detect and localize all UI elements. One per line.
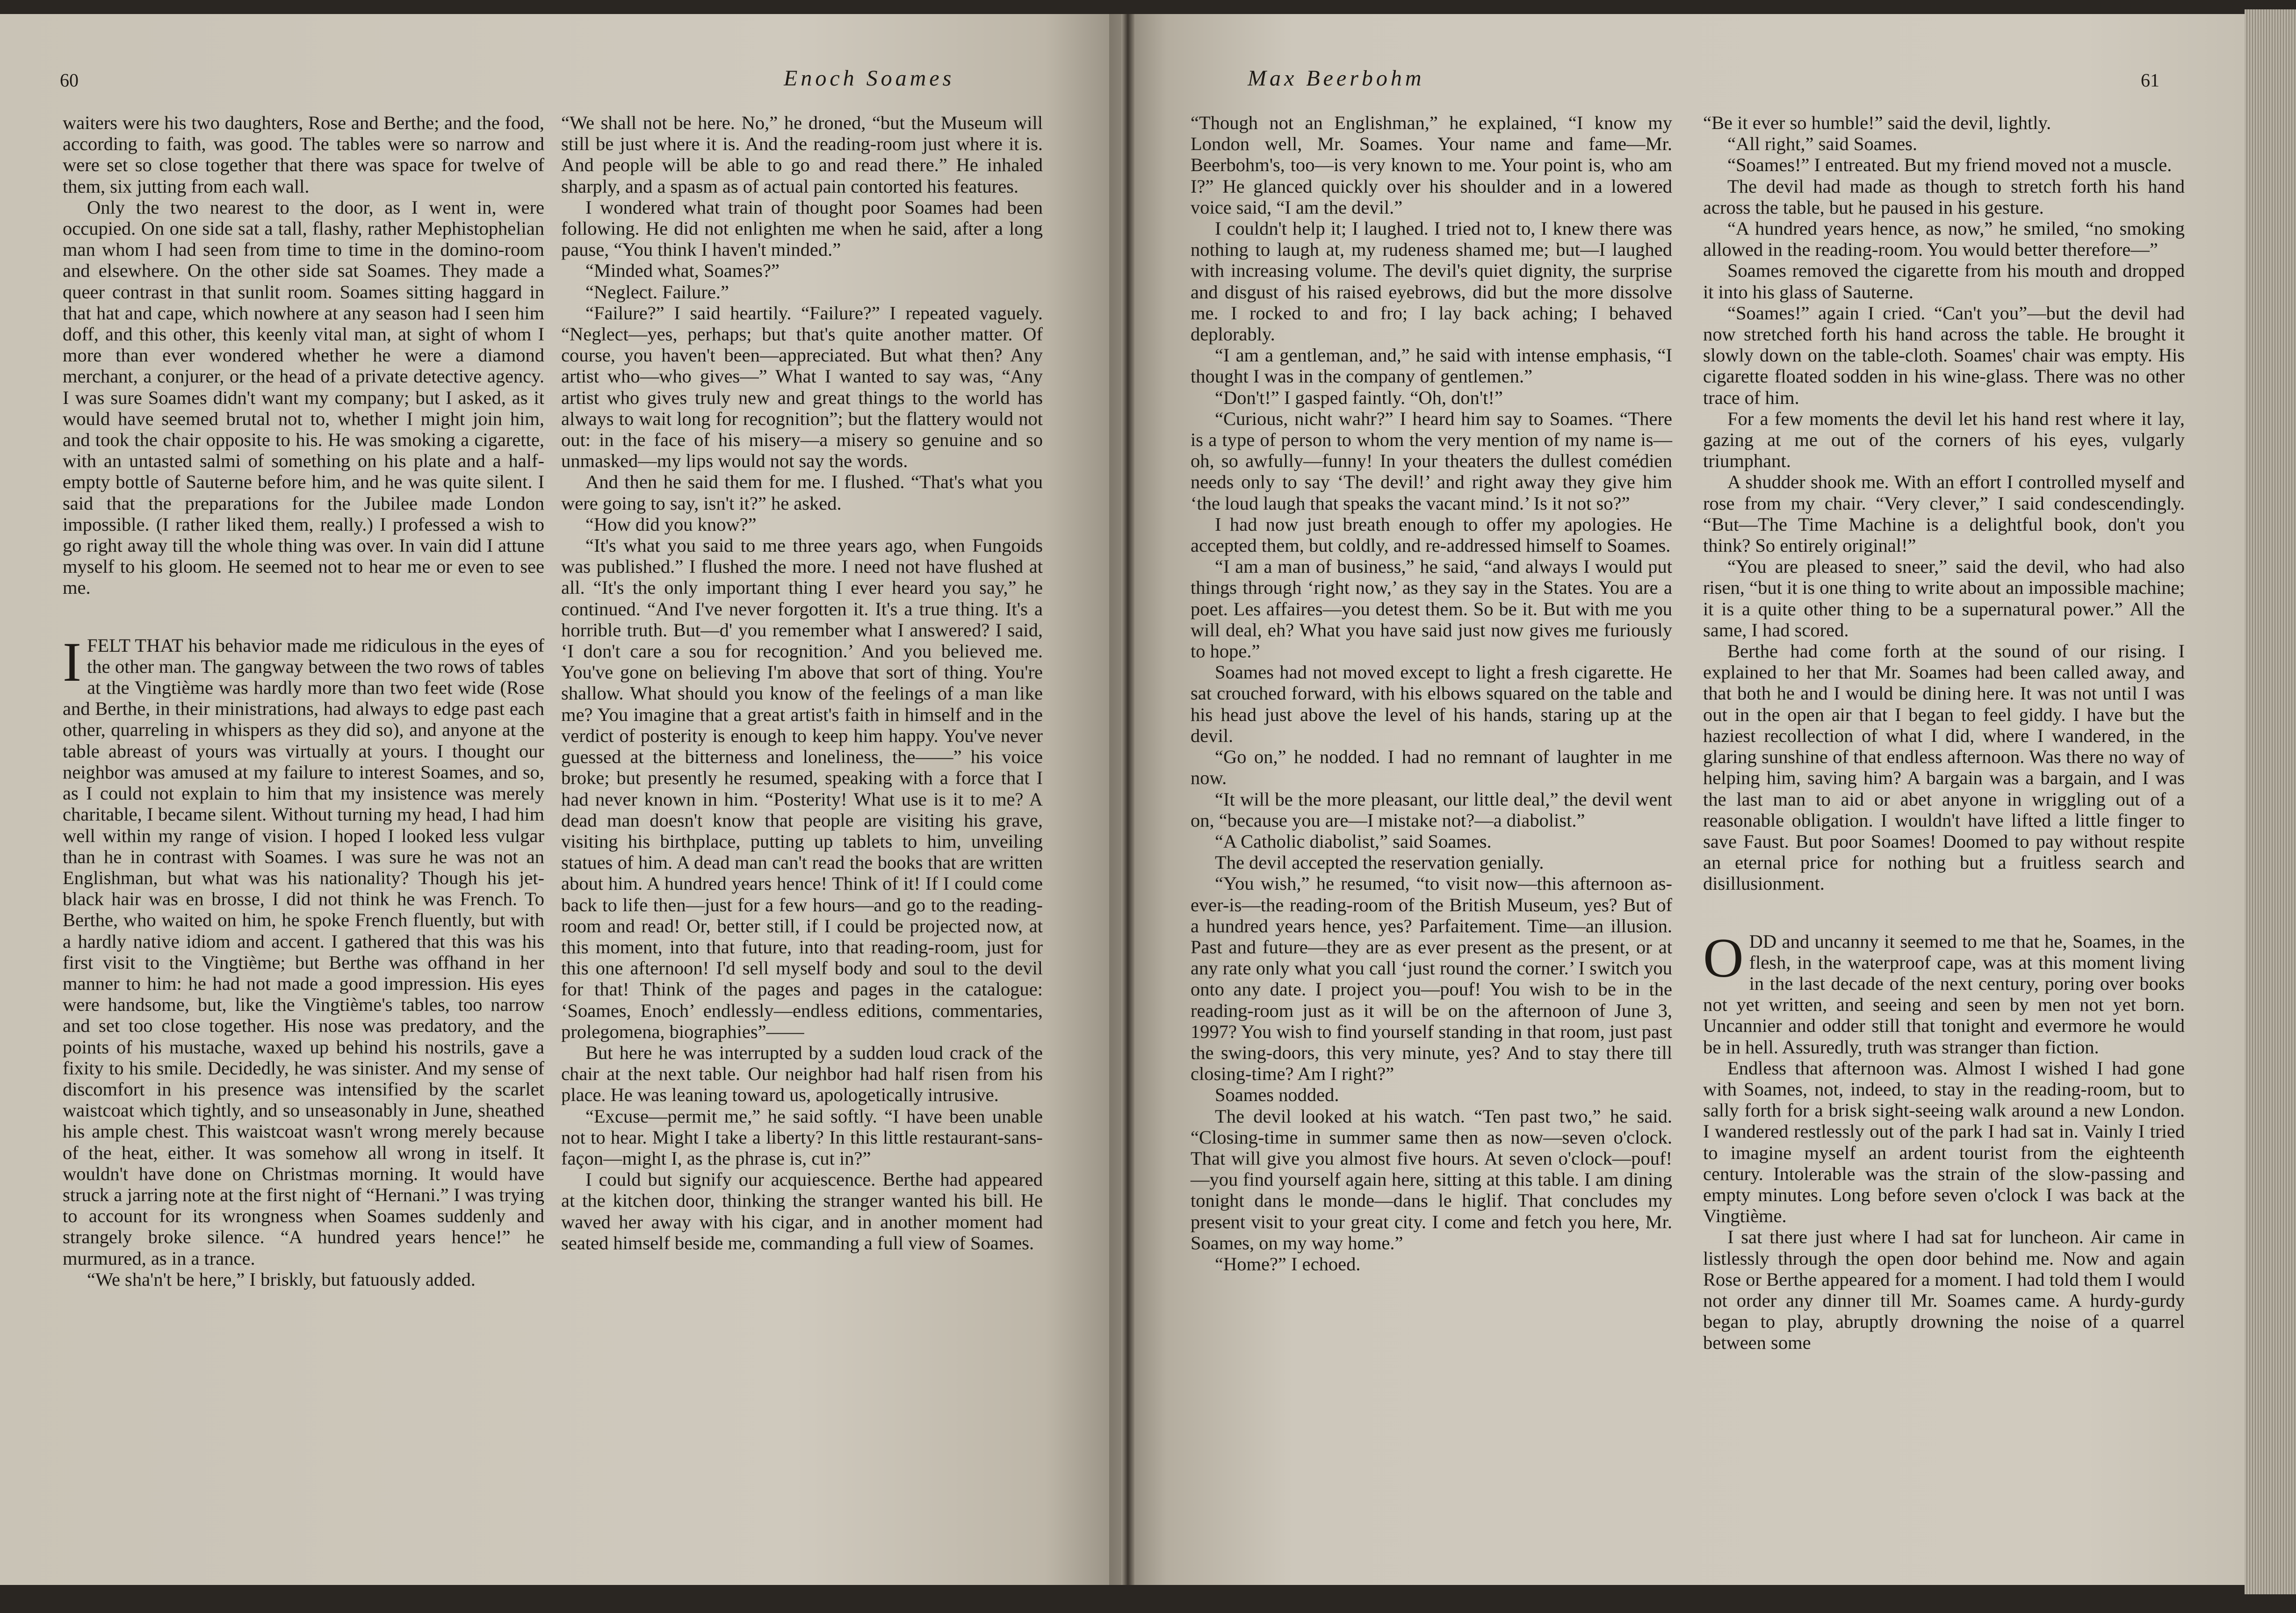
paragraph: [1191, 852, 1672, 873]
paragraph-text: For a few moments the devil let his hand rest where it lay, gazing at me out of the corners of his eyes, vulgarly triumphant.: [1703, 408, 2185, 472]
paragraph-text: “I am a man of business,” he said, “and always I would put things through ‘right now,’ as they say in the States. You are a poet. Les affaires—you detest them. So be it. But with me you will deal, eh? What you have said just now gives me furiously to hope.”: [1191, 556, 1672, 662]
book-gutter: [1121, 14, 1134, 1585]
paragraph-text: “It's what you said to me three years ago, when Fungoids was published.” I flushed the more. I need not have flushed at all. “It's the only important thing I ever heard you say,” he continued. “And I've never forgotten it. It's a true thing. It's a horrible truth. But—d' you remember what I answered? I said, ‘I don't care a sou for recognition.’ And you believed me. You've gone on believing I'm above that sort of thing. You're shallow. What should you know of the feelings of a man like me? You imagine that a great artist's faith in himself and in the verdict of posterity is enough to keep him happy. You've never guessed at the bitterness and loneliness, the——” his voice broke; but presently he resumed, speaking with a force that I had never known in him. “Posterity! What use is it to me? A dead man doesn't know that people are visiting his grave, visiting his birthplace, putting up tablets to him, unveiling statues of him. A dead man can't read the books that are written about him. A hundred years hence! Think of it! If I could come back to life then—just for a few hours—and go to the reading-room and read! Or, better still, if I could be projected now, at this moment, into that future, into that reading-room, just for this one afternoon! I'd sell myself body and soul to the devil for that! Think of the pages and pages in the catalogue: ‘Soames, Enoch’ endlessly—endless editions, commentaries, prolegomena, biographies”——: [561, 535, 1043, 1042]
paragraph: [63, 112, 544, 197]
paragraph-text: “How did you know?”: [585, 513, 757, 535]
paragraph-text: “Failure?” I said heartily. “Failure?” I repeated vaguely. “Neglect—yes, perhaps; but that's quite another matter. Of course, you haven't been—appreciated. But what then? Any artist who—who gives—” What I wanted to say was, “Any artist who gives truly new and great things to the world has always to wait long for recognition”; but the flattery would not out: in the face of his misery—a misery so genuine and so unmasked—my lips would not say the words.: [561, 302, 1043, 472]
paragraph-text: “Curious, nicht wahr?” I heard him say to Soames. “There is a type of person to whom the very mention of my name is—oh, so awfully—funny! In your theaters the dullest comédien needs only to say ‘The devil!’ and right away they give him ‘the loud laugh that speaks the vacant mind.’ Is it not so?”: [1191, 408, 1672, 514]
paragraph-text: “Go on,” he nodded. I had no remnant of laughter in me now.: [1191, 746, 1672, 789]
paragraph: [1703, 112, 2185, 133]
paragraph: [1703, 556, 2185, 641]
paragraph-text: his behavior made me ridiculous in the eyes of the other man. The gangway between the two rows of tables at the Vingtième was hardly more than two feet wide (Rose and Berthe, in their ministrations, had always to edge past each other, quarreling in whispers as they did so), and anyone at the table abreast of yours was virtually at yours. I thought our neighbor was amused at my failure to interest Soames, and so, as I could not explain to him that my insistence was merely charitable, I became silent. Without turning my head, I had him well within my range of vision. I hoped I looked less vulgar than he in contrast with Soames. I was sure he was not an Englishman, but what was his nationality? Though his jet-black hair was en brosse, I did not think he was French. To Berthe, who waited on him, he spoke French fluently, but with a hardly native idiom and accent. I gathered that this was his first visit to the Vingtième; but Berthe was offhand in her manner to him: he had not made a good impression. His eyes were handsome, but, like the Vingtième's tables, too narrow and set too close together. His nose was predatory, and the points of his mustache, waxed up behind his nostrils, gave a fixity to his smile. Decidedly, he was sinister. And my sense of discomfort in his presence was intensified by the scarlet waistcoat which tightly, and so unseasonably in June, sheathed his ample chest. This waistcoat wasn't wrong merely because of the heat, either. It was somehow all wrong in itself. It wouldn't have done on Christmas morning. It would have struck a jarring note at the first night of “Hernani.” I was trying to account for its wrongness when Soames suddenly and strangely broke silence. “A hundred years hence!” he murmured, as in a trance.: [63, 634, 545, 1269]
paragraph-text: “It will be the more pleasant, our little deal,” the devil went on, “because you are—I mistake not?—a diabolist.”: [1191, 788, 1672, 831]
paragraph: [561, 281, 1043, 302]
paragraph: [1703, 926, 2185, 1058]
section-lead-in: FELT THAT: [87, 634, 183, 656]
paragraph: [1191, 831, 1672, 852]
running-head-right: Max Beerbohm: [1248, 66, 1425, 91]
paragraph-text: I wondered what train of thought poor Soames had been following. He did not enlighten me when he said, after a long pause, “You think I haven't minded.”: [561, 196, 1043, 260]
paragraph-text: “Though not an Englishman,” he explained, “I know my London well, Mr. Soames. Your name and fame—Mr. Beerbohm's, too—is very known to me. Your point is, who am I?” He glanced quickly over his shoulder and in a lowered voice said, “I am the devil.”: [1191, 112, 1672, 218]
paragraph: [1703, 218, 2185, 260]
page-number-right: 61: [2141, 70, 2159, 91]
right-page-column-1: [1191, 112, 1672, 1275]
paragraph: [1703, 1226, 2185, 1353]
page-number-left: 60: [60, 70, 79, 91]
paragraph: [561, 535, 1043, 1042]
paragraph-text: “Soames!” I entreated. But my friend moved not a muscle.: [1727, 154, 2172, 176]
paragraph: [63, 1269, 544, 1290]
paragraph: [1703, 471, 2185, 556]
paragraph-text: Berthe had come forth at the sound of our rising. I explained to her that Mr. Soames had been called away, and that both he and I would be dining here. It was not until I was out in the open air that I began to feel giddy. I have but the haziest recollection of what I did, where I wandered, in the glaring sunshine of that endless afternoon. Was there no way of helping him, saving him? A bargain was a bargain, and I was the last man to aid or abet anyone in wriggling out of a reasonable obligation. I wouldn't have lifted a little finger to save Faust. But poor Soames! Doomed to pay without respite an eternal price for nothing but a fruitless search and disillusionment.: [1703, 641, 2185, 894]
paragraph-text: And then he said them for me. I flushed. “That's what you were going to say, isn't it?” he asked.: [561, 471, 1043, 514]
paragraph: [63, 197, 544, 598]
paragraph: [1191, 387, 1672, 408]
paragraph: [1703, 154, 2185, 175]
paragraph: [1191, 408, 1672, 514]
paragraph-text: But here he was interrupted by a sudden loud crack of the chair at the next table. Our neighbor had half risen from his place. He was leaning toward us, apologetically intrusive.: [561, 1042, 1043, 1106]
paragraph-text: “Home?” I echoed.: [1215, 1253, 1361, 1275]
paragraph: [561, 1169, 1043, 1253]
paragraph-text: “Don't!” I gasped faintly. “Oh, don't!”: [1215, 387, 1503, 408]
paragraph-text: Soames nodded.: [1215, 1084, 1339, 1106]
paragraph-text: “We shall not be here. No,” he droned, “but the Museum will still be just where it is. And the reading-room just where it is. And people will be able to go and read there.” He inhaled sharply, and a spasm as of actual pain contorted his features.: [561, 112, 1043, 197]
paragraph-text: Soames had not moved except to light a fresh cigarette. He sat crouched forward, with his elbows squared on the table and his head just above the level of his hands, staring up at the devil.: [1191, 662, 1672, 746]
left-page-column-2: [561, 112, 1043, 1253]
paragraph: [1191, 514, 1672, 556]
paragraph: [1703, 408, 2185, 472]
paragraph-text: Endless that afternoon was. Almost I wished I had gone with Soames, not, indeed, to stay in the reading-room, but to sally forth for a brisk sight-seeing walk around a new London. I wandered restlessly out of the park I had sat in. Vainly I tried to imagine myself an ardent tourist from the eighteenth century. Intolerable was the strain of the slow-passing and empty minutes. Long before seven o'clock I was back at the Vingtième.: [1703, 1057, 2185, 1227]
paragraph: [1191, 556, 1672, 662]
paragraph: [1703, 176, 2185, 218]
paragraph: [1703, 133, 2185, 154]
paragraph: [1191, 345, 1672, 387]
paragraph: [1191, 746, 1672, 788]
paragraph: [561, 302, 1043, 472]
paragraph: [1191, 1084, 1672, 1105]
paragraph-text: “Excuse—permit me,” he said softly. “I have been unable not to hear. Might I take a liberty? In this little restaurant-sans-façon—might I, as the phrase is, cut in?”: [561, 1105, 1043, 1169]
paragraph-text: I could but signify our acquiescence. Berthe had appeared at the kitchen door, thinking the stranger wanted his bill. He waved her away with his cigar, and in another moment had seated himself beside me, commanding a full view of Soames.: [561, 1169, 1043, 1253]
paragraph: [561, 1106, 1043, 1169]
paragraph-text: “You wish,” he resumed, “to visit now—this afternoon as-ever-is—the reading-room of the British Museum, yes? But of a hundred years hence, yes? Parfaitement. Time—an illusion. Past and future—they are as ever present as the present, or at any rate only what you call ‘just round the corner.’ I switch you onto any date. I project you—pouf! You wish to be in the reading-room just as it will be on the afternoon of June 3, 1997? You wish to find yourself standing in that room, just past the swing-doors, this very minute, yes? And to stay there till closing-time? Am I right?”: [1191, 873, 1672, 1085]
paragraph-text: The devil looked at his watch. “Ten past two,” he said. “Closing-time in summer same then as now—seven o'clock. That will give you almost five hours. At seven o'clock—pouf!—you find yourself again here, sitting at this table. I am dining tonight dans le monde—dans le higlif. That concludes my present visit to your great city. I come and fetch you here, Mr. Soames, on my way home.”: [1191, 1105, 1672, 1253]
paragraph-text: “Minded what, Soames?”: [585, 260, 780, 281]
paragraph: [1191, 662, 1672, 746]
paragraph-text: “We sha'n't be here,” I briskly, but fatuously added.: [87, 1268, 476, 1290]
paragraph: [561, 1042, 1043, 1106]
paragraph-text: “Be it ever so humble!” said the devil, lightly.: [1703, 112, 2051, 133]
paragraph: [561, 197, 1043, 260]
section-lead-in: DD: [1749, 930, 1777, 952]
running-head-left: Enoch Soames: [784, 66, 955, 91]
paragraph-text: I had now just breath enough to offer my apologies. He accepted them, but coldly, and re-addressed himself to Soames.: [1191, 513, 1672, 556]
paragraph-text: “Neglect. Failure.”: [585, 281, 729, 302]
paragraph-text: “All right,” said Soames.: [1727, 133, 1918, 155]
page-edges: [2245, 9, 2296, 1594]
paragraph: [1191, 112, 1672, 218]
paragraph: [63, 630, 545, 1269]
paragraph-text: The devil had made as though to stretch forth his hand across the table, but he paused in his gesture.: [1703, 175, 2185, 218]
paragraph: [1191, 789, 1672, 831]
paragraph: [1703, 1058, 2185, 1227]
paragraph-text: “You are pleased to sneer,” said the devil, who had also risen, “but it is one thing to write about an impossible machine; it is a quite other thing to be a supernatural power.” All the same, I had scored.: [1703, 556, 2185, 641]
paragraph: [561, 471, 1043, 513]
paragraph: [1191, 1106, 1672, 1253]
paragraph-text: I couldn't help it; I laughed. I tried not to, I knew there was nothing to laugh at, my rudeness shamed me; but—I laughed with increasing volume. The devil's quiet dignity, the surprise and disgust of his raised eyebrows, did but the more dissolve me. I rocked to and fro; I lay back aching; I behaved deplorably.: [1191, 218, 1672, 345]
paragraph-text: Soames removed the cigarette from his mouth and dropped it into his glass of Sauterne.: [1703, 260, 2185, 302]
drop-cap: I: [63, 630, 81, 693]
paragraph-text: “A hundred years hence, as now,” he smiled, “no smoking allowed in the reading-room. You would better therefore—”: [1703, 218, 2185, 260]
paragraph: [561, 260, 1043, 281]
paragraph-text: waiters were his two daughters, Rose and Berthe; and the food, according to faith, was good. The tables were so narrow and were set so close together that there was space for twelve of them, six jutting from each wall.: [63, 112, 544, 197]
paragraph-text: “A Catholic diabolist,” said Soames.: [1215, 830, 1492, 852]
right-page-column-2: [1703, 112, 2185, 1354]
paragraph-text: The devil accepted the reservation genially.: [1215, 852, 1544, 873]
paragraph-text: A shudder shook me. With an effort I controlled myself and rose from my chair. “Very clever,” I said condescendingly. “But—The Time Machine is a delightful book, don't you think? So entirely original!”: [1703, 471, 2185, 556]
paragraph: [561, 514, 1043, 535]
paragraph-text: “Soames!” again I cried. “Can't you”—but the devil had now stretched forth his hand across the table. He brought it slowly down on the table-cloth. Soames' chair was empty. His cigarette floated sodden in his wine-glass. There was no other trace of him.: [1703, 302, 2185, 408]
paragraph-text: “I am a gentleman, and,” he said with intense emphasis, “I thought I was in the company of gentlemen.”: [1191, 345, 1672, 387]
paragraph: [561, 112, 1043, 197]
paragraph-text: Only the two nearest to the door, as I went in, were occupied. On one side sat a tall, flashy, rather Mephistophelian man whom I had seen from time to time in the domino-room and elsewhere. On the other side sat Soames. They made a queer contrast in that sunlit room. Soames sitting haggard in that hat and cape, which nowhere at any season had I seen him doff, and this other, this keenly vital man, at sight of whom I more than ever wondered whether he were a diamond merchant, a conjurer, or the head of a private detective agency. I was sure Soames didn't want my company; but I asked, as it would have seemed brutal not to, whether I might join him, and took the chair opposite to his. He was smoking a cigarette, with an untasted salmi of something on his plate and a half-empty bottle of Sauterne before him, and he was quite silent. I said that the preparations for the Jubilee made London impossible. (I rather liked them, really.) I professed a wish to go right away till the whole thing was over. In vain did I attune myself to his gloom. He seemed not to hear me or even to see me.: [63, 196, 544, 598]
paragraph: [1703, 260, 2185, 302]
paragraph-text: and uncanny it seemed to me that he, Soames, in the flesh, in the waterproof cape, was at this moment living in the last decade of the next century, poring over books not yet written, and seeing and seen by men not yet born. Uncannier and odder still that tonight and evermore he would be in hell. Assuredly, truth was stranger than fiction.: [1703, 930, 2185, 1058]
left-page-column-1: [63, 112, 544, 1290]
paragraph: [1191, 873, 1672, 1084]
paragraph: [1703, 302, 2185, 408]
paragraph: [1703, 641, 2185, 894]
paragraph-text: I sat there just where I had sat for luncheon. Air came in listlessly through the open door behind me. Now and again Rose or Berthe appeared for a moment. I had told them I would not order any dinner till Mr. Soames came. A hurdy-gurdy began to play, abruptly drowning the noise of a quarrel between some: [1703, 1226, 2185, 1354]
paragraph: [1191, 1253, 1672, 1275]
drop-cap: O: [1703, 926, 1744, 989]
paragraph: [1191, 218, 1672, 345]
